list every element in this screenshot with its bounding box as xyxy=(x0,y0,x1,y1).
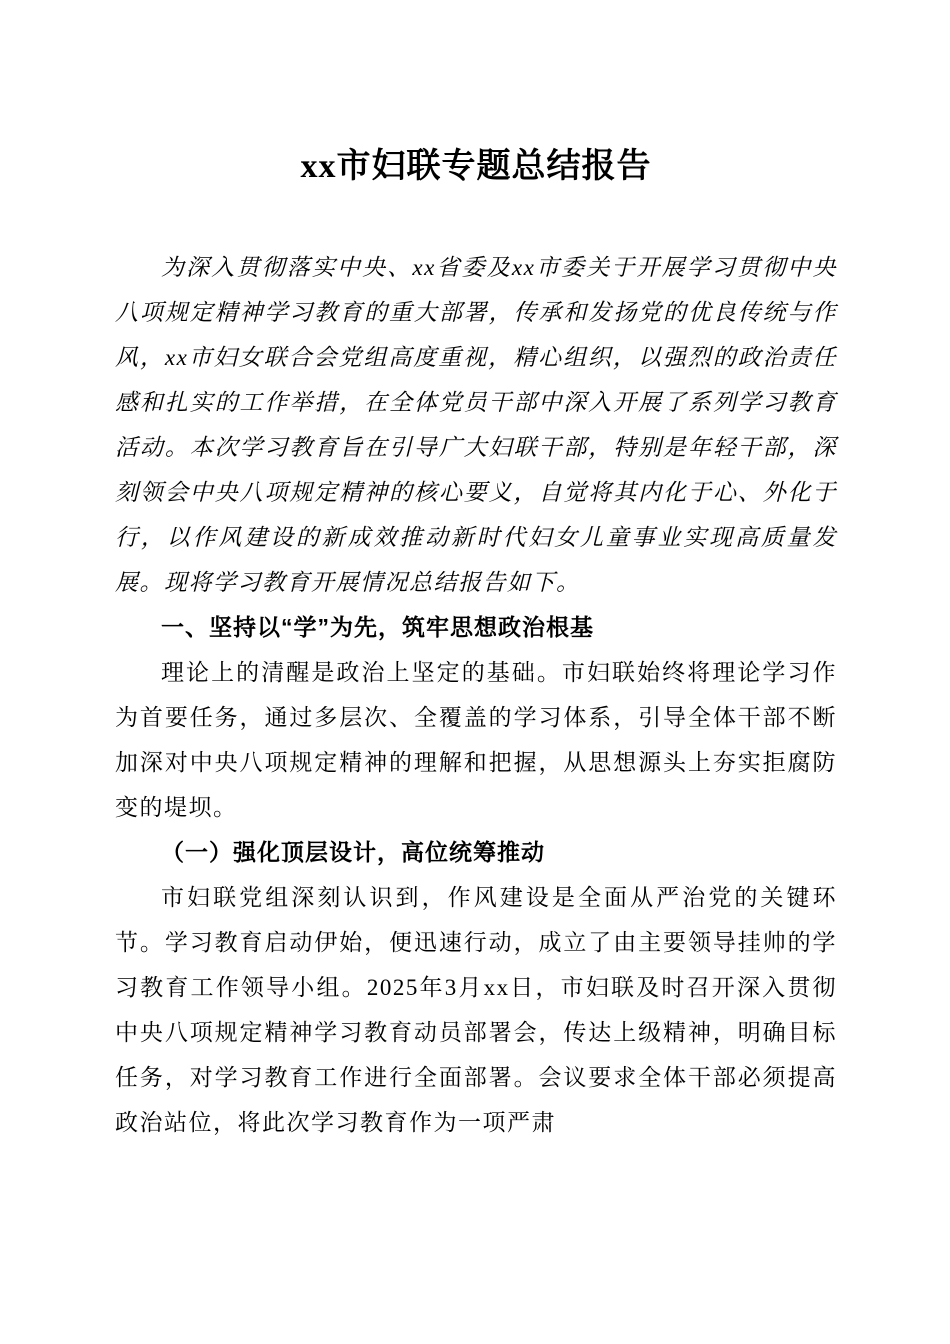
section-heading: 一、坚持以“学”为先，筑牢思想政治根基 xyxy=(161,614,594,640)
document-title: xx市妇联专题总结报告 xyxy=(300,148,652,185)
document-body xyxy=(115,245,837,1145)
paragraph: 理论上的清醒是政治上坚定的基础。市妇联始终将理论学习作为首要任务，通过多层次、全覆盖的学习体系，引导全体干部不断加深对中央八项规定精神的理解和把握，从思想源头上夯实拒腐防变的堤坝。 xyxy=(115,660,837,820)
section-heading: （一）强化顶层设计，高位统筹推动 xyxy=(161,839,545,865)
paragraph: 市妇联党组深刻认识到，作风建设是全面从严治党的关键环节。学习教育启动伊始，便迅速行动，成立了由主要领导挂帅的学习教育工作领导小组。2025年3月xx日，市妇联及时召开深入贯彻中央八项规定精神学习教育动员部署会，传达上级精神，明确目标任务，对学习教育工作进行全面部署。会议要求全体干部必须提高政治站位，将此次学习教育作为一项严肃 xyxy=(115,885,837,1135)
paragraph: 为深入贯彻落实中央、xx省委及xx市委关于开展学习贯彻中央八项规定精神学习教育的重大部署，传承和发扬党的优良传统与作风，xx市妇女联合会党组高度重视，精心组织，以强烈的政治责任感和扎实的工作举措，在全体党员干部中深入开展了系列学习教育活动。本次学习教育旨在引导广大妇联干部，特别是年轻干部，深刻领会中央八项规定精神的核心要义，自觉将其内化于心、外化于行，以作风建设的新成效推动新时代妇女儿童事业实现高质量发展。现将学习教育开展情况总结报告如下。 xyxy=(115,255,837,595)
